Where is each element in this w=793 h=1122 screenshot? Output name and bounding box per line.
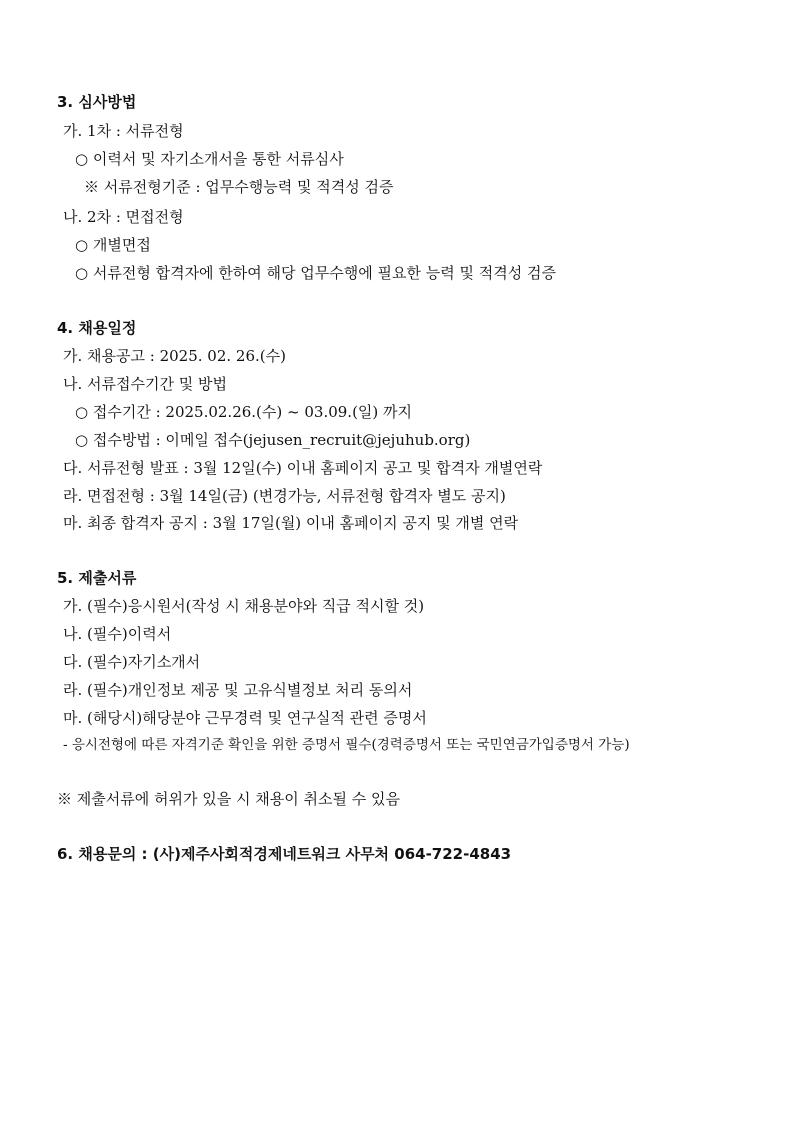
section-4-title: 4. 채용일정: [57, 319, 137, 337]
section-3-na-bullet-2: ○ 서류전형 합격자에 한하여 해당 업무수행에 필요한 능력 및 적격성 검증: [75, 264, 556, 282]
section-4-item-da: 다. 서류전형 발표 : 3월 12일(수) 이내 홈페이지 공고 및 합격자 개별연락: [63, 459, 543, 477]
section-5-item-ga: 가. (필수)응시원서(작성 시 채용분야와 직급 적시할 것): [63, 597, 425, 615]
section-4-na-bullet-1: ○ 접수기간 : 2025.02.26.(수) ~ 03.09.(일) 까지: [75, 403, 413, 421]
section-4-item-ma: 마. 최종 합격자 공지 : 3월 17일(월) 이내 홈페이지 공지 및 개별 연락: [63, 514, 519, 532]
section-5-item-da: 다. (필수)자기소개서: [63, 653, 201, 671]
section-5-item-ma: 마. (해당시)해당분야 근무경력 및 연구실적 관련 증명서: [63, 709, 427, 727]
section-5-item-na: 나. (필수)이력서: [63, 625, 172, 643]
section-3-ga-bullet-1: ○ 이력서 및 자기소개서을 통한 서류심사: [75, 150, 344, 168]
section-3-ga-note: ※ 서류전형기준 : 업무수행능력 및 적격성 검증: [84, 178, 394, 196]
contact-line: 6. 채용문의 : (사)제주사회적경제네트워크 사무처 064-722-4843: [57, 845, 512, 863]
section-5-item-ra: 라. (필수)개인정보 제공 및 고유식별정보 처리 동의서: [63, 681, 413, 699]
section-3-na-bullet-1: ○ 개별면접: [75, 236, 151, 254]
section-4-item-na: 나. 서류접수기간 및 방법: [63, 375, 227, 393]
notice-line: ※ 제출서류에 허위가 있을 시 채용이 취소될 수 있음: [57, 790, 400, 808]
section-3-title: 3. 심사방법: [57, 93, 137, 111]
section-4-item-ga: 가. 채용공고 : 2025. 02. 26.(수): [63, 347, 286, 365]
section-5-title: 5. 제출서류: [57, 569, 137, 587]
section-3-item-ga: 가. 1차 : 서류전형: [63, 122, 184, 140]
section-4-na-bullet-2: ○ 접수방법 : 이메일 접수(jejusen_recruit@jejuhub.org): [75, 431, 471, 449]
section-3-item-na: 나. 2차 : 면접전형: [63, 208, 184, 226]
section-4-item-ra: 라. 면접전형 : 3월 14일(금) (변경가능, 서류전형 합격자 별도 공지): [63, 487, 506, 505]
section-5-dash-note: - 응시전형에 따른 자격기준 확인을 위한 증명서 필수(경력증명서 또는 국민연금가입증명서 가능): [63, 737, 630, 753]
